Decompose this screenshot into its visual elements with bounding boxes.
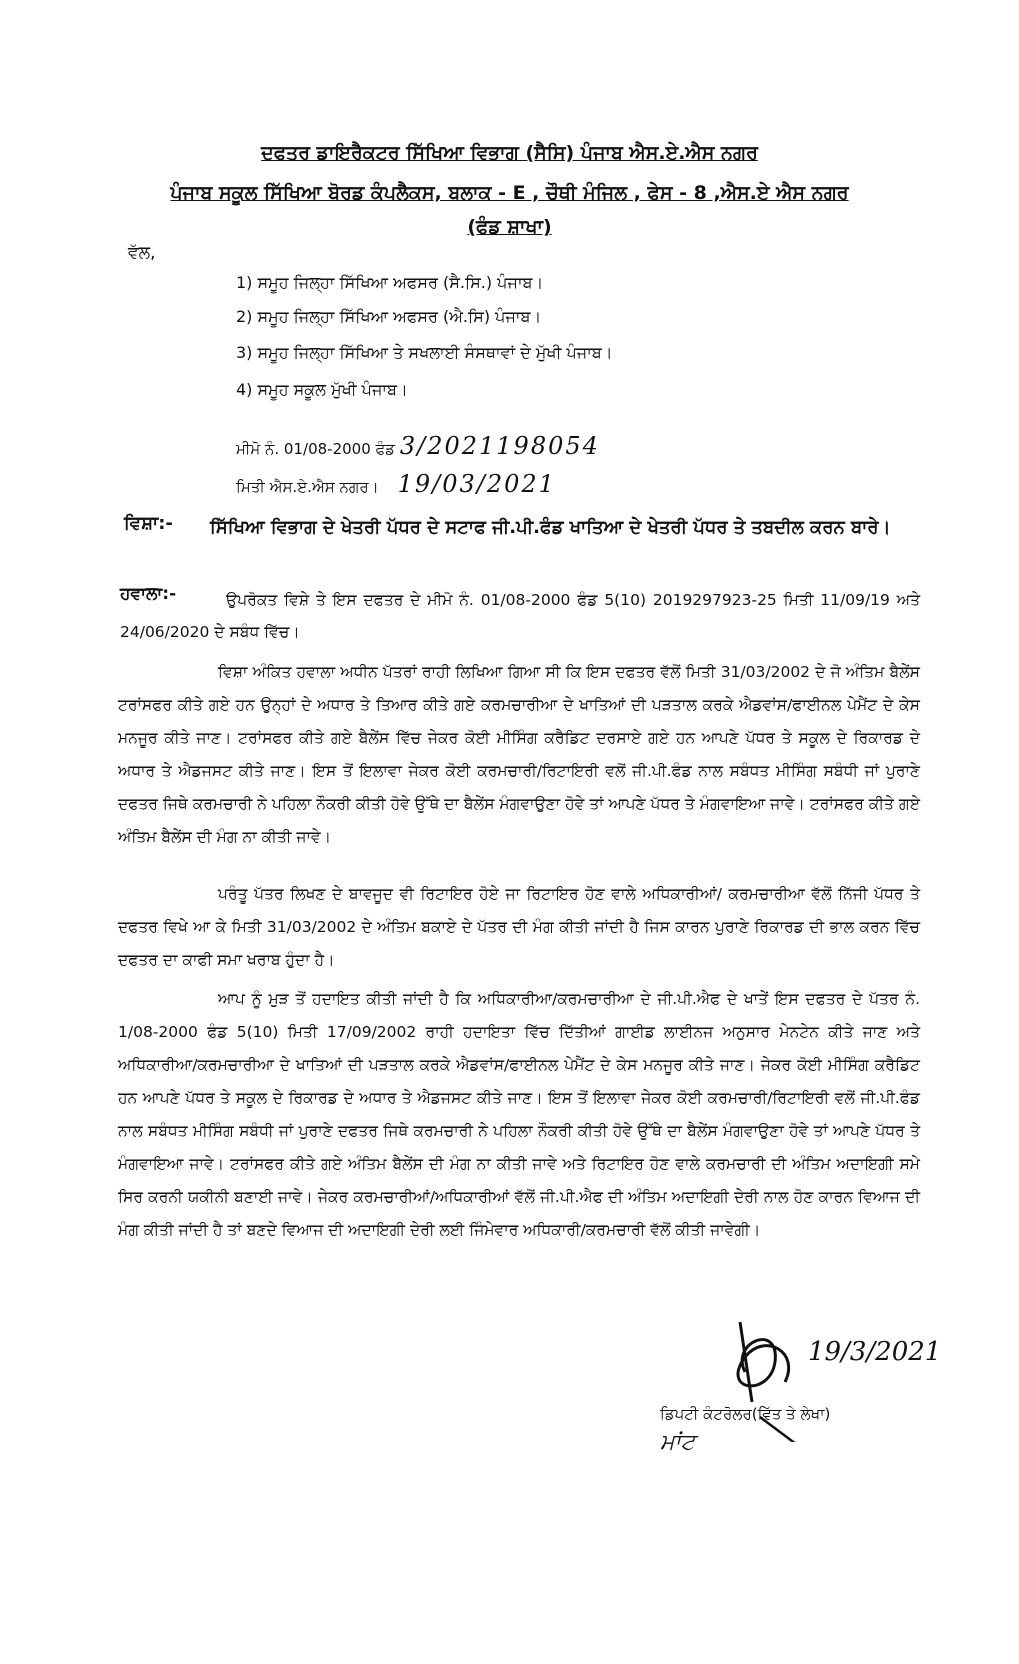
memo-number-label: ਮੀਮੋ ਨੰ. 01/08-2000 ਫੰਡ	[236, 440, 396, 458]
body-paragraph-3: ਆਪ ਨੂੰ ਮੁੜ ਤੋਂ ਹਦਾਇਤ ਕੀਤੀ ਜਾਂਦੀ ਹੈ ਕਿ ਅਧਿਕਾਰੀਆ/ਕਰਮਚਾਰੀਆ ਦੇ ਜੀ.ਪੀ.ਐਫ ਦੇ ਖਾਤੇਂ ਇਸ ਦਫਤਰ ਦੇ ਪੱਤਰ ਨੰ. 1/08-2000 ਫੰਡ 5(10) ਮਿਤੀ 17/09/2002 ਰਾਹੀ ਹਦਾਇਤਾ ਵਿੱਚ ਦਿੱਤੀਆਂ ਗਾਈਡ ਲਾਈਨਜ ਅਨੁਸਾਰ ਮੇਨਟੇਨ ਕੀਤੇ ਜਾਣ ਅਤੇ ਅਧਿਕਾਰੀਆ/ਕਰਮਚਾਰੀਆ ਦੇ ਖਾਤਿਆਂ ਦੀ ਪੜਤਾਲ ਕਰਕੇ ਐਡਵਾਂਸ/ਫਾਈਨਲ ਪੇਮੈਂਟ ਦੇ ਕੇਸ ਮਨਜੂਰ ਕੀਤੇ ਜਾਣ। ਜੇਕਰ ਕੋਈ ਮੀਸਿੰਗ ਕਰੈਡਿਟ ਹਨ ਆਪਣੇ ਪੱਧਰ ਤੇ ਸਕੂਲ ਦੇ ਰਿਕਾਰਡ ਦੇ ਅਧਾਰ ਤੇ ਐਡਜਸਟ ਕੀਤੇ ਜਾਣ। ਇਸ ਤੋਂ ਇਲਾਵਾ ਜੇਕਰ ਕੋਈ ਕਰਮਚਾਰੀ/ਰਿਟਾਇਰੀ ਵਲੋਂ ਜੀ.ਪੀ.ਫੰਡ ਨਾਲ ਸਬੰਧਤ ਮੀਸਿੰਗ ਸਬੰਧੀ ਜਾਂ ਪੁਰਾਣੇ ਦਫਤਰ ਜਿਥੇ ਕਰਮਚਾਰੀ ਨੇ ਪਹਿਲਾ ਨੌਕਰੀ ਕੀਤੀ ਹੋਵੇ ਉੱਥੇ ਦਾ ਬੈਲੇਂਸ ਮੰਗਵਾਉਣਾ ਹੋਵੇ ਤਾਂ ਆਪਣੇ ਪੱਧਰ ਤੇ ਮੰਗਵਾਇਆ ਜਾਵੇ। ਟਰਾਂਸਫਰ ਕੀਤੇ ਗਏ ਅੰਤਿਮ ਬੈਲੇਂਸ ਦੀ ਮੰਗ ਨਾ ਕੀਤੀ ਜਾਵੇ ਅਤੇ ਰਿਟਾਇਰ ਹੋਣ ਵਾਲੇ ਕਰਮਚਾਰੀ ਦੀ ਅੰਤਿਮ ਅਦਾਇਗੀ ਸਮੇ ਸਿਰ ਕਰਨੀ ਯਕੀਨੀ ਬਣਾਈ ਜਾਵੇ। ਜੇਕਰ ਕਰਮਚਾਰੀਆਂ/ਅਧਿਕਾਰੀਆਂ ਵੱਲੋਂ ਜੀ.ਪੀ.ਐਫ ਦੀ ਅੰਤਿਮ ਅਦਾਇਗੀ ਦੇਰੀ ਨਾਲ ਹੋਣ ਕਾਰਨ ਵਿਆਜ ਦੀ ਮੰਗ ਕੀਤੀ ਜਾਂਦੀ ਹੈ ਤਾਂ ਬਣਦੇ ਵਿਆਜ ਦੀ ਅਦਾਇਗੀ ਦੇਰੀ ਲਈ ਜਿੰਮੇਵਾਰ ਅਧਿਕਾਰੀ/ਕਰਮਚਾਰੀ ਵੱਲੋਂ ਕੀਤੀ ਜਾਵੇਗੀ।	[118, 990, 920, 1239]
office-name-heading: ਦਫਤਰ ਡਾਇਰੈਕਟਰ ਸਿੱਖਿਆ ਵਿਭਾਗ (ਸੈਸਿ) ਪੰਜਾਬ ਐਸ.ਏ.ਐਸ ਨਗਰ	[261, 142, 758, 164]
memo-date-label: ਮਿਤੀ ਐਸ.ਏ.ਐਸ ਨਗਰ।	[236, 478, 379, 496]
body-paragraph-2: ਪਰੰਤੂ ਪੱਤਰ ਲਿਖਣ ਦੇ ਬਾਵਜੂਦ ਵੀ ਰਿਟਾਇਰ ਹੋਏ ਜਾ ਰਿਟਾਇਰ ਹੋਣ ਵਾਲੇ ਅਧਿਕਾਰੀਆਂ/ ਕਰਮਚਾਰੀਆ ਵੱਲੋਂ ਨਿੱਜੀ ਪੱਧਰ ਤੇ ਦਫਤਰ ਵਿਖੇ ਆ ਕੇ ਮਿਤੀ 31/03/2002 ਦੇ ਅੰਤਿਮ ਬਕਾਏ ਦੇ ਪੱਤਰ ਦੀ ਮੰਗ ਕੀਤੀ ਜਾਂਦੀ ਹੈ ਜਿਸ ਕਾਰਨ ਪੁਰਾਣੇ ਰਿਕਾਰਡ ਦੀ ਭਾਲ ਕਰਨ ਵਿੱਚ ਦਫਤਰ ਦਾ ਕਾਫੀ ਸਮਾ ਖਰਾਬ ਹੁੰਦਾ ਹੈ।	[118, 885, 920, 969]
branch-heading: (ਫੰਡ ਸ਼ਾਖਾ)	[467, 216, 552, 238]
body-paragraph-1: ਵਿਸ਼ਾ ਅੰਕਿਤ ਹਵਾਲਾ ਅਧੀਨ ਪੱਤਰਾਂ ਰਾਹੀ ਲਿਖਿਆ ਗਿਆ ਸੀ ਕਿ ਇਸ ਦਫਤਰ ਵੱਲੋਂ ਮਿਤੀ 31/03/2002 ਦੇ ਜੋ ਅੰਤਿਮ ਬੈਲੇਂਸ ਟਰਾਂਸਫਰ ਕੀਤੇ ਗਏ ਹਨ ਉਨ੍ਹਾਂ ਦੇ ਅਧਾਰ ਤੇ ਤਿਆਰ ਕੀਤੇ ਗਏ ਕਰਮਚਾਰੀਆ ਦੇ ਖਾਤਿਆਂ ਦੀ ਪੜਤਾਲ ਕਰਕੇ ਐਡਵਾਂਸ/ਫਾਈਨਲ ਪੇਮੈਂਟ ਦੇ ਕੇਸ ਮਨਜੂਰ ਕੀਤੇ ਜਾਣ। ਟਰਾਂਸਫਰ ਕੀਤੇ ਗਏ ਬੈਲੇਂਸ ਵਿੱਚ ਜੇਕਰ ਕੋਈ ਮੀਸਿੰਗ ਕਰੈਡਿਟ ਦਰਸਾਏ ਗਏ ਹਨ ਆਪਣੇ ਪੱਧਰ ਤੇ ਸਕੂਲ ਦੇ ਰਿਕਾਰਡ ਦੇ ਅਧਾਰ ਤੇ ਐਡਜਸਟ ਕੀਤੇ ਜਾਣ। ਇਸ ਤੋਂ ਇਲਾਵਾ ਜੇਕਰ ਕੋਈ ਕਰਮਚਾਰੀ/ਰਿਟਾਇਰੀ ਵਲੋਂ ਜੀ.ਪੀ.ਫੰਡ ਨਾਲ ਸਬੰਧਤ ਮੀਸਿੰਗ ਸਬੰਧੀ ਜਾਂ ਪੁਰਾਣੇ ਦਫਤਰ ਜਿਥੇ ਕਰਮਚਾਰੀ ਨੇ ਪਹਿਲਾ ਨੌਕਰੀ ਕੀਤੀ ਹੋਵੇ ਉੱਥੇ ਦਾ ਬੈਲੇਂਸ ਮੰਗਵਾਉਣਾ ਹੋਵੇ ਤਾਂ ਆਪਣੇ ਪੱਧਰ ਤੇ ਮੰਗਵਾਇਆ ਜਾਵੇ। ਟਰਾਂਸਫਰ ਕੀਤੇ ਗਏ ਅੰਤਿਮ ਬੈਲੇਂਸ ਦੀ ਮੰਗ ਨਾ ਕੀਤੀ ਜਾਵੇ।	[118, 663, 920, 846]
signatory-initials: ਮਾਂਟ	[660, 1430, 695, 1455]
office-address-heading: ਪੰਜਾਬ ਸਕੂਲ ਸਿੱਖਿਆ ਬੋਰਡ ਕੰਪਲੈਕਸ, ਬਲਾਕ - E , ਚੌਥੀ ਮੰਜਿਲ , ਫੇਸ - 8 ,ਐਸ.ਏ ਐਸ ਨਗਰ	[170, 182, 849, 204]
recipient-3: 3) ਸਮੂਹ ਜਿਲ੍ਹਾ ਸਿੱਖਿਆ ਤੇ ਸਖਲਾਈ ਸੰਸਥਾਵਾਂ ਦੇ ਮੁੱਖੀ ਪੰਜਾਬ।	[236, 343, 613, 362]
addressee-label: ਵੱਲ,	[128, 243, 156, 263]
signature-date: 19/3/2021	[808, 1337, 942, 1367]
recipient-4: 4) ਸਮੂਹ ਸਕੂਲ ਮੁੱਖੀ ਪੰਜਾਬ।	[236, 380, 408, 399]
memo-number-line	[236, 432, 600, 460]
subject-text: ਸਿੱਖਿਆ ਵਿਭਾਗ ਦੇ ਖੇਤਰੀ ਪੱਧਰ ਦੇ ਸਟਾਫ ਜੀ.ਪੀ.ਫੰਡ ਖਾਤਿਆ ਦੇ ਖੇਤਰੀ ਪੱਧਰ ਤੇ ਤਬਦੀਲ ਕਰਨ ਬਾਰੇ।	[210, 517, 891, 538]
memo-date-handwritten: 19/03/2021	[397, 470, 556, 498]
reference-label: ਹਵਾਲਾ:-	[120, 584, 177, 604]
recipient-2: 2) ਸਮੂਹ ਜਿਲ੍ਹਾ ਸਿੱਖਿਆ ਅਫਸਰ (ਐ.ਸਿ) ਪੰਜਾਬ।	[236, 307, 542, 326]
memo-number-handwritten: 3/2021198054	[399, 432, 600, 460]
recipient-1: 1) ਸਮੂਹ ਜਿਲ੍ਹਾ ਸਿੱਖਿਆ ਅਫਸਰ (ਸੈ.ਸਿ.) ਪੰਜਾਬ।	[236, 273, 544, 292]
signatory-designation: ਡਿਪਟੀ ਕੰਟਰੋਲਰ(ਵਿੱਤ ਤੇ ਲੇਖਾ)	[660, 1405, 831, 1423]
subject-label: ਵਿਸ਼ਾ:-	[124, 513, 173, 534]
reference-text: ਉਪਰੋਕਤ ਵਿਸ਼ੇ ਤੇ ਇਸ ਦਫਤਰ ਦੇ ਮੀਮੋ ਨੰ. 01/08-2000 ਫੰਡ 5(10) 2019297923-25 ਮਿਤੀ 11/09/19 ਅਤੇ 24/06/2020 ਦੇ ਸਬੰਧ ਵਿੱਚ।	[120, 591, 920, 641]
memo-date-line	[236, 470, 556, 498]
